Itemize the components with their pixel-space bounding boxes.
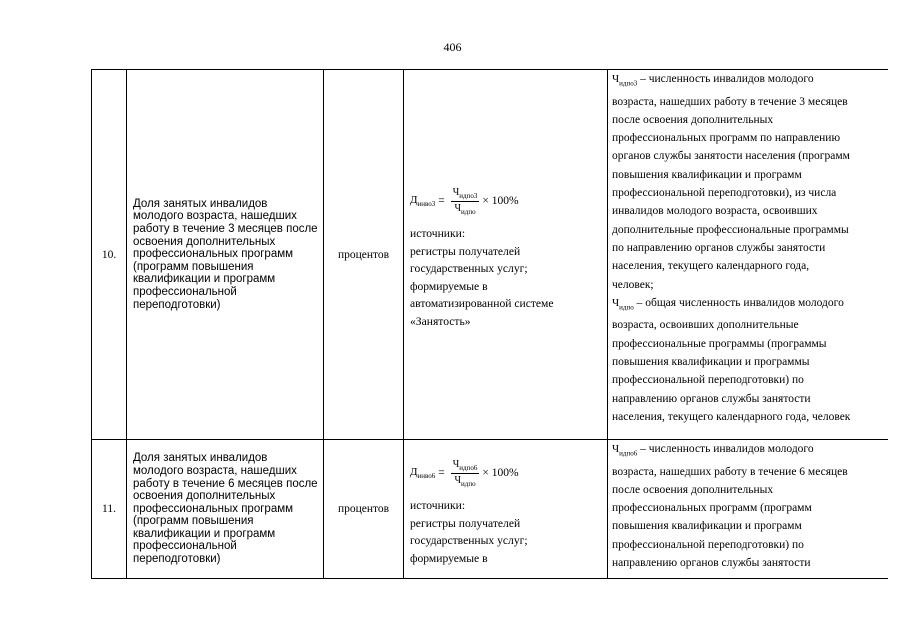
indicator-name-line: квалификации и программ xyxy=(133,527,276,540)
variable-definition-line xyxy=(612,335,885,353)
unit-cell xyxy=(324,70,404,440)
row-number: 10. xyxy=(101,248,117,261)
variable-subscript: идпо xyxy=(619,303,634,312)
indicator-name-line: молодого возраста, нашедших xyxy=(133,210,297,223)
row-number-cell xyxy=(92,440,127,579)
table-row xyxy=(92,70,889,440)
formula-numerator-symbol: Ч xyxy=(452,458,460,470)
formula-lhs-subscript: инво6 xyxy=(417,472,436,481)
formula-equals: = xyxy=(438,195,445,207)
indicator-name-line: переподготовки) xyxy=(133,298,221,311)
variable-definition-line xyxy=(612,276,885,294)
indicator-name-line: освоения дополнительных xyxy=(133,235,276,248)
variable-definition-text: повышения квалификации и программы xyxy=(612,356,810,369)
formula-fraction xyxy=(451,459,480,488)
variable-definition-line xyxy=(612,499,885,517)
variable-definition-text: после освоения дополнительных xyxy=(612,483,774,496)
indicator-name-line: профессиональной xyxy=(133,540,237,553)
source-line: источники: xyxy=(410,227,466,240)
formula-numerator-symbol: Ч xyxy=(452,186,460,198)
variable-definition-line xyxy=(612,294,885,317)
indicators-table xyxy=(91,69,888,579)
indicator-name-line: освоения дополнительных xyxy=(133,490,276,503)
variable-definition-text: – численность инвалидов молодого xyxy=(637,443,814,455)
source-text xyxy=(410,497,607,567)
formula-denominator xyxy=(453,474,478,488)
variable-definition-text: профессиональных программ (программ xyxy=(612,502,812,515)
source-line: формируемые в xyxy=(410,551,488,565)
variable-definition xyxy=(612,294,885,426)
formula-lhs xyxy=(410,194,435,208)
page-number: 406 xyxy=(443,40,462,54)
formula xyxy=(410,451,607,495)
variable-definition-line xyxy=(612,221,885,239)
formula-lhs-subscript: инво3 xyxy=(417,200,436,209)
source-line: формируемые в xyxy=(410,279,488,293)
indicator-name-cell xyxy=(127,70,324,440)
variable-definition-text: инвалидов молодого возраста, освоивших xyxy=(612,205,818,218)
variable-definition-line xyxy=(612,202,885,220)
indicator-name-line: (программ повышения xyxy=(133,515,254,528)
variable-definition-text: по направлению органов службы занятости xyxy=(612,241,826,254)
source-line: «Занятость» xyxy=(410,314,471,328)
variable-definition-text: – численность инвалидов молодого xyxy=(637,73,814,85)
source-line: государственных услуг; xyxy=(410,534,528,547)
variable-definition-text: повышения квалификации и программ xyxy=(612,520,802,533)
variable-definition-line xyxy=(612,536,885,554)
variable-subscript: идпо6 xyxy=(619,449,638,458)
variable-definition-text: дополнительные профессиональные программы xyxy=(612,223,849,236)
row-number: 11. xyxy=(102,503,116,515)
indicator-name-line: работу в течение 3 месяцев после xyxy=(133,223,318,236)
formula-lhs-symbol: Д xyxy=(410,193,418,206)
source-line: регистры получателей xyxy=(410,244,521,258)
variable-description-cell xyxy=(608,440,889,579)
formula-denominator-subscript: идпо xyxy=(461,479,476,488)
indicator-name-line: Доля занятых инвалидов xyxy=(133,197,268,210)
indicator-name-line: Доля занятых инвалидов xyxy=(133,452,268,465)
table-row xyxy=(92,440,889,579)
variable-definition-text: – общая численность инвалидов молодого xyxy=(633,296,844,309)
indicator-name-line: переподготовки) xyxy=(133,553,221,566)
variable-definition-text: направлению органов службы занятости xyxy=(612,392,811,405)
variable-definition-text: населения, текущего календарного года, человек xyxy=(612,410,851,423)
variable-definition-line xyxy=(612,390,885,408)
variable-definition-text: после освоения дополнительных xyxy=(612,113,774,126)
variable-definition-line xyxy=(612,316,885,334)
variable-definition-text: направлению органов службы занятости xyxy=(612,557,811,570)
variable-definition-text: профессиональной переподготовки) по xyxy=(612,374,804,387)
variable-definition-line xyxy=(612,184,885,202)
unit-label: процентов xyxy=(337,503,390,515)
variable-definition-line xyxy=(612,408,885,426)
row-number-cell xyxy=(92,70,127,440)
indicator-name-line: работу в течение 6 месяцев после xyxy=(133,477,318,490)
variable-definition-line xyxy=(612,166,885,184)
formula-source-cell xyxy=(404,70,608,440)
formula-denominator-subscript: идпо xyxy=(461,207,476,216)
source-line: источники: xyxy=(410,499,466,512)
variable-definition-text: населения, текущего календарного года, xyxy=(612,260,810,273)
unit-cell xyxy=(324,440,404,579)
variable-definition-line xyxy=(612,371,885,389)
formula-numerator xyxy=(451,459,480,474)
formula-multiplier: × 100% xyxy=(482,195,519,207)
indicator-name-line: молодого возраста, нашедших xyxy=(133,464,297,477)
formula xyxy=(410,179,607,223)
source-text xyxy=(410,225,607,330)
variable-definition-text: профессиональной переподготовки), из числа xyxy=(612,187,837,200)
variable-definition-line xyxy=(612,257,885,275)
source-line: государственных услуг; xyxy=(410,262,528,275)
formula-lhs xyxy=(410,466,435,480)
source-line: регистры получателей xyxy=(410,516,521,530)
variable-definition-line xyxy=(612,463,885,481)
indicator-name-line: (программ повышения xyxy=(133,260,254,273)
formula-denominator-symbol: Ч xyxy=(454,474,462,486)
formula-numerator xyxy=(451,187,480,202)
variable-definition xyxy=(612,440,885,572)
source-line: автоматизированной системе xyxy=(410,297,554,310)
formula-numerator-subscript: идпо6 xyxy=(459,463,478,472)
formula-lhs-symbol: Д xyxy=(410,465,418,478)
variable-definition-line xyxy=(612,111,885,129)
indicator-name-line: профессиональных программ xyxy=(133,248,294,261)
indicator-name-line: профессиональных программ xyxy=(133,502,294,515)
variable-definition-text: профессиональные программы (программы xyxy=(612,337,827,350)
variable-definition-line xyxy=(612,353,885,371)
variable-definition-line xyxy=(612,70,885,93)
variable-definition-text: возраста, нашедших работу в течение 6 месяцев xyxy=(612,465,848,478)
variable-definition-line xyxy=(612,147,885,165)
variable-symbol: Ч xyxy=(612,296,620,309)
variable-definition-line xyxy=(612,93,885,111)
variable-definition-line xyxy=(612,554,885,572)
variable-definition-text: возраста, нашедших работу в течение 3 месяцев xyxy=(612,95,848,108)
variable-definition-line xyxy=(612,481,885,499)
variable-definition xyxy=(612,70,885,294)
formula-denominator xyxy=(453,202,478,216)
variable-definition-text: повышения квалификации и программ xyxy=(612,168,802,181)
variable-symbol: Ч xyxy=(612,73,620,85)
variable-definition-line xyxy=(612,239,885,257)
indicator-name-line: квалификации и программ xyxy=(133,273,276,286)
formula-fraction xyxy=(451,187,480,216)
variable-description-cell xyxy=(608,70,889,440)
variable-subscript: идпо3 xyxy=(619,79,638,88)
indicator-name-cell xyxy=(127,440,324,579)
variable-definition-text: возраста, освоивших дополнительные xyxy=(612,319,799,332)
variable-definition-text: профессиональной переподготовки) по xyxy=(612,538,804,551)
formula-source-cell xyxy=(404,440,608,579)
formula-equals: = xyxy=(438,467,445,479)
variable-definition-line xyxy=(612,129,885,147)
variable-definition-text: человек; xyxy=(612,278,654,291)
indicators-table-frame xyxy=(91,69,888,579)
variable-symbol: Ч xyxy=(612,443,620,455)
formula-multiplier: × 100% xyxy=(482,467,519,479)
variable-definition-line xyxy=(612,517,885,535)
variable-definition-text: профессиональных программ по направлению xyxy=(612,132,841,145)
formula-denominator-symbol: Ч xyxy=(454,202,462,214)
variable-definition-line xyxy=(612,440,885,463)
formula-numerator-subscript: идпо3 xyxy=(459,191,478,200)
unit-label: процентов xyxy=(337,248,390,261)
variable-definition-text: органов службы занятости населения (программ xyxy=(612,150,850,163)
indicator-name-line: профессиональной xyxy=(133,285,237,298)
